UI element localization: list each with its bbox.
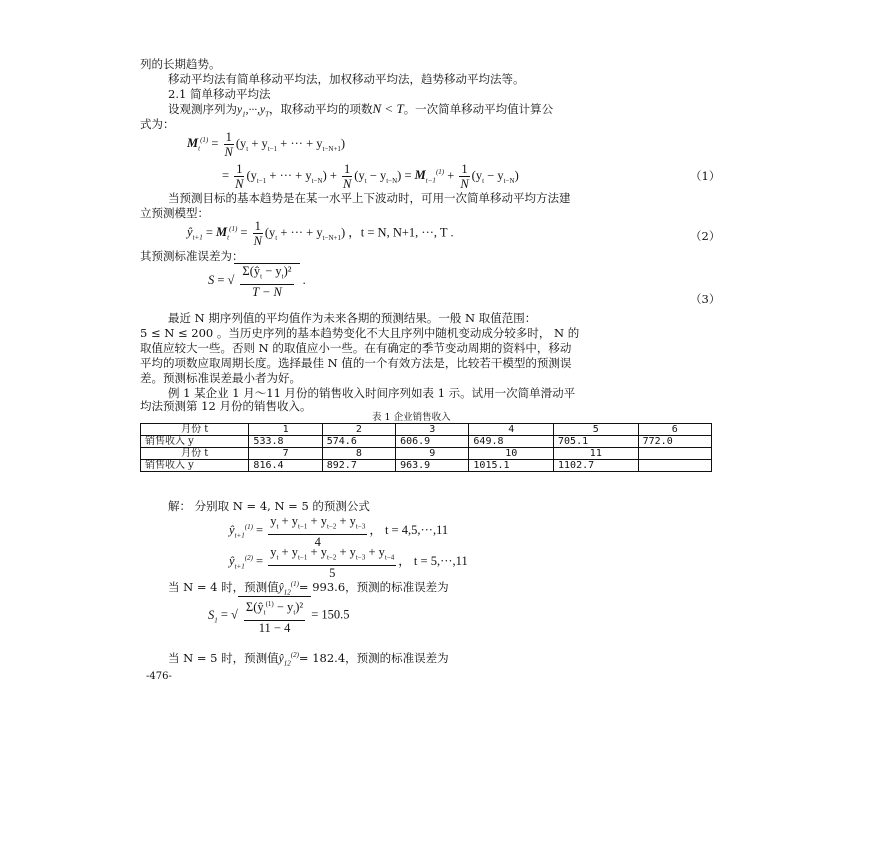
text-line-5: 式为： [140, 117, 175, 131]
table-row [141, 448, 712, 460]
equation-2-range: ，t = N, N+1, ···, T . [348, 225, 454, 240]
equation-3: S = √ $\frac{\Sigma(ŷ_t - y_t)^2}{T - N}$ . [208, 264, 306, 299]
table-cell: 772.0 [638, 436, 711, 448]
text-part: = 182.4，预测的标准误差为 [298, 650, 449, 665]
text-part: = 993.6，预测的标准误差为 [298, 579, 449, 594]
text-part: ，取移动平均的项数 [269, 102, 373, 116]
page-number: -476- [146, 671, 172, 682]
table-cell: 606.9 [396, 436, 469, 448]
table-cell: 1 [249, 424, 322, 436]
table-cell: 4 [469, 424, 554, 436]
table-cell [638, 460, 711, 472]
table-header-cell: 月份 t [141, 448, 249, 460]
table-header-cell: 销售收入 y [141, 436, 249, 448]
table-header-cell: 销售收入 y [141, 460, 249, 472]
table-cell: 9 [396, 448, 469, 460]
text-line-8: 立预测模型： [140, 206, 209, 220]
text-line-13: 5 ≤ N ≤ 200 。当历史序列的基本趋势变化不大且序列中随机变动成分较多时， N 的 [140, 326, 580, 340]
text-part: 当 N = 5 时，预测值 [168, 650, 279, 665]
table-cell: 963.9 [396, 460, 469, 472]
text-line-2: 移动平均法有简单移动平均法，加权移动平均法，趋势移动平均法等。 [168, 72, 525, 86]
text-line-1: 列的长期趋势。 [140, 57, 221, 71]
equation-3-number: （3） [690, 292, 721, 306]
table-cell: 11 [554, 448, 639, 460]
text-part: 设观测序列为 [168, 102, 237, 116]
equation-1-number: （1） [690, 169, 721, 183]
formula-n4: $ŷ_{t+1}^{(1)}$ = $\frac{y_t + y_{t-1} + y_{t-2} + y_{t-3}}{4}$ ， t = 4,5,···,11 [229, 514, 449, 549]
text-line-4 [168, 102, 553, 121]
table-row [141, 424, 712, 436]
table-header-cell: 月份 t [141, 424, 249, 436]
table-row [141, 436, 712, 448]
table-row [141, 460, 712, 472]
text-part: 当 N = 4 时，预测值 [168, 579, 279, 594]
formula-n5: $ŷ_{t+1}^{(2)}$ = $\frac{y_t + y_{t-1} + y_{t-2} + y_{t-3} + y_{t-4}}{5}$ ， t = 5,···,11 [229, 545, 468, 580]
table-cell: 533.8 [249, 436, 322, 448]
table-cell: 7 [249, 448, 322, 460]
text-line-16: 差。预测标准误差最小者为好。 [140, 371, 301, 385]
table-cell: 705.1 [554, 436, 639, 448]
text-line-10: 其预测标准误差为： [140, 249, 244, 263]
text-line-15: 平均的项数应取周期长度。选择最佳 N 值的一个有效方法是，比较若干模型的预测误 [140, 356, 572, 370]
table-caption: 表 1 企业销售收入 [372, 412, 451, 423]
text-line-20: 当 N = 4 时，预测值$ŷ_{12}^{(1)}= 993.6$，预测的标准误差为 [168, 579, 449, 597]
text-line-17: 例 1 某企业 1 月～11 月份的销售收入时间序列如表 1 示。试用一次简单滑动平 [168, 386, 576, 400]
table-cell: 10 [469, 448, 554, 460]
table-cell: 3 [396, 424, 469, 436]
text-line-14: 取值应较大一些。否则 N 的取值应小一些。在有确定的季节变动周期的资料中，移动 [140, 341, 572, 355]
equation-2-number: （2） [690, 229, 721, 243]
text-part: 。一次简单移动平均值计算公 [403, 102, 554, 116]
table-cell [638, 448, 711, 460]
table-cell: 892.7 [322, 460, 395, 472]
s1-result: = 150.5 [311, 607, 350, 622]
symbol-n-lt-t: N < T [372, 101, 404, 116]
text-line-21: 当 N = 5 时，预测值$ŷ_{12}^{(2)}= 182.4$，预测的标准误差为 [168, 650, 449, 668]
equation-s1: $S_1$ = √ $\frac{\Sigma(ŷ_t^{(1)} - y_t)^2}{11 - 4}$ = 150.5 [208, 596, 350, 635]
formula-n5-range: ， t = 5,···,11 [398, 554, 468, 569]
text-line-18: 均法预测第 12 月份的销售收入。 [140, 399, 312, 413]
table-cell: 6 [638, 424, 711, 436]
equation-1-line-1: $M_t^{(1)}$ = $\frac{1}{N}$ ($y_t + y_{t-1}$ + ··· + $y_{t-N+1}$) [187, 130, 346, 159]
table-cell: 816.4 [249, 460, 322, 472]
equation-1-line-2: = $\frac{1}{N}$ ($y_{t-1}$ + ··· + $y_{t-N}$) + $\frac{1}{N}$ $(y_t - y_{t-N}) = M_{t-1}^{(1)}$ + $\frac{1}{N}$ $(y_t - y_{t-N})$ [222, 162, 519, 191]
table-cell: 574.6 [322, 436, 395, 448]
text-line-7: 当预测目标的基本趋势是在某一水平上下波动时，可用一次简单移动平均方法建 [168, 191, 571, 205]
table-cell: 1015.1 [469, 460, 554, 472]
sales-table [140, 423, 712, 472]
equation-2: $ŷ_{t+1} = M_t^{(1)}$ = $\frac{1}{N}$ ($y_t$ + ··· + $y_{t-N+1}$) ，t = N, N+1, ···, T . [187, 219, 454, 248]
table-cell: 1102.7 [554, 460, 639, 472]
table-cell: 649.8 [469, 436, 554, 448]
section-heading: 2.1 简单移动平均法 [168, 87, 271, 101]
text-line-19: 解： 分别取 N = 4, N = 5 的预测公式 [168, 499, 370, 513]
table-cell: 2 [322, 424, 395, 436]
table-cell: 8 [322, 448, 395, 460]
table-cell: 5 [554, 424, 639, 436]
text-line-12: 最近 N 期序列值的平均值作为未来各期的预测结果。一般 N 取值范围： [168, 311, 537, 325]
formula-n4-range: ， t = 4,5,···,11 [369, 523, 449, 538]
symbol-y: $y_1,\cdot\cdot\cdot,y_T$ [237, 104, 269, 119]
